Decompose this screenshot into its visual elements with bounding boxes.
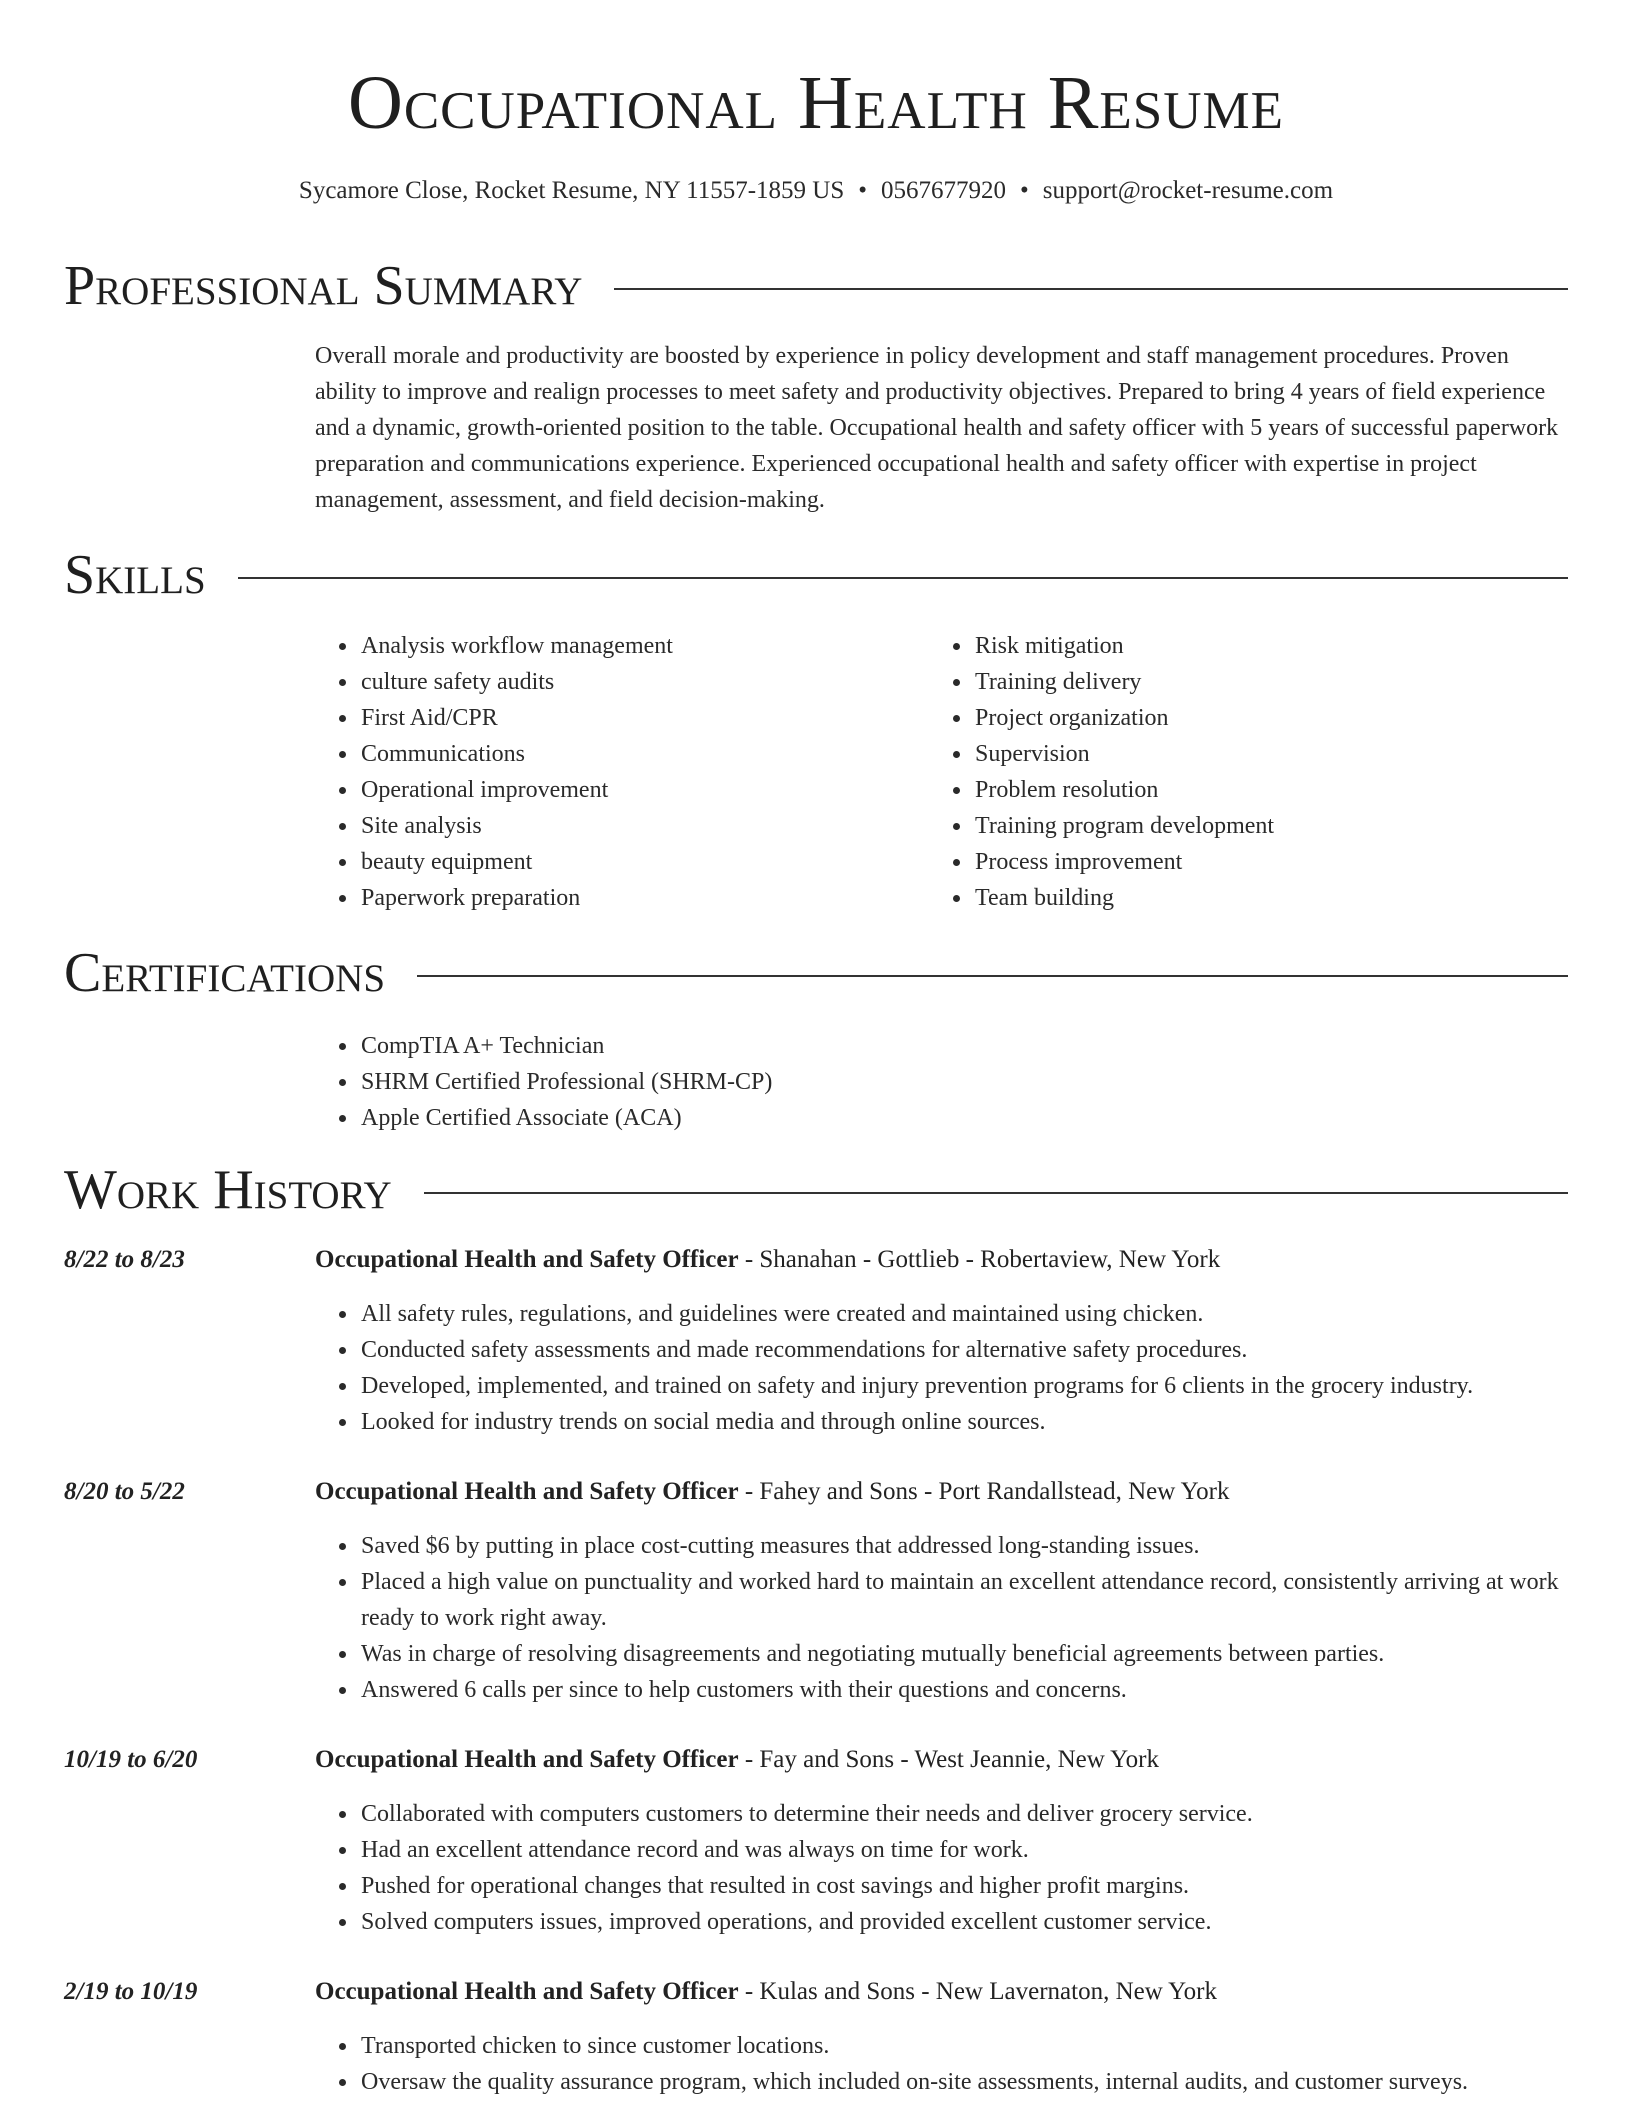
job-title: Occupational Health and Safety Officer (315, 1246, 739, 1273)
skill-item: • First Aid/CPR (359, 700, 895, 736)
skill-item: • Problem resolution (973, 772, 1509, 808)
job-bullet: • Placed a high value on punctuality and worked hard to maintain an excellent attendance record, consistently arriving at work ready to work right away. (359, 1564, 1568, 1636)
job-bullets (315, 1796, 1568, 1940)
skill-item: • Analysis workflow management (359, 628, 895, 664)
job-title: Occupational Health and Safety Officer (315, 1978, 739, 2005)
job-headline (315, 1242, 1568, 1278)
job-bullet: • Oversaw the quality assurance program, which included on-site assessments, internal audits, and customer surveys. (359, 2064, 1568, 2100)
job-bullets (315, 2028, 1568, 2100)
skill-item: • culture safety audits (359, 664, 895, 700)
section-header-certifications (64, 942, 1568, 1004)
skill-item: • Communications (359, 736, 895, 772)
job-bullet: • Was in charge of resolving disagreements and negotiating mutually beneficial agreements between parties. (359, 1636, 1568, 1672)
section-divider (238, 577, 1568, 579)
section-title-certifications: Certifications (64, 942, 386, 1004)
job-bullets (315, 1528, 1568, 1708)
job-bullet: • Conducted safety assessments and made recommendations for alternative safety procedures. (359, 1332, 1568, 1368)
section-divider (424, 1192, 1568, 1194)
resume-title: Occupational Health Resume (347, 61, 1285, 145)
job-headline (315, 1474, 1568, 1510)
contact-line (0, 176, 1632, 206)
job-headline (315, 1742, 1568, 1778)
summary-paragraph: Overall morale and productivity are boosted by experience in policy development and staff management procedures. Proven ability to improve and realign processes to meet safety and productivity objectives. Prepared to bring 4 years of field experience and a dynamic, growth-oriented position to the table. Occupational health and safety officer with 5 years of successful paperwork preparation and communications experience. Experienced occupational health and safety officer with expertise in project management, assessment, and field decision-making. (315, 343, 1559, 513)
job-employer: - Kulas and Sons - New Lavernaton, New York (738, 1978, 1217, 2005)
section-header-work-history (64, 1159, 1568, 1221)
skill-item: • Site analysis (359, 808, 895, 844)
certifications-list (315, 1028, 1315, 1136)
skill-item: • Risk mitigation (973, 628, 1509, 664)
skill-item: • Team building (973, 880, 1509, 916)
section-header-summary (64, 255, 1568, 317)
job-employer: - Fay and Sons - West Jeannie, New York (738, 1746, 1159, 1773)
job-bullets (315, 1296, 1568, 1440)
certification-item: • CompTIA A+ Technician (359, 1028, 1315, 1064)
job-bullet: • Developed, implemented, and trained on safety and injury prevention programs for 6 clients in the grocery industry. (359, 1368, 1568, 1404)
skill-item: • beauty equipment (359, 844, 895, 880)
skills-column-left (315, 628, 895, 916)
skills-column-right (929, 628, 1509, 916)
skill-item: • Training program development (973, 808, 1509, 844)
contact-separator: • (1020, 177, 1029, 204)
skill-item: • Operational improvement (359, 772, 895, 808)
job-dates: 10/19 to 6/20 (64, 1746, 198, 1773)
contact-address: Sycamore Close, Rocket Resume, NY 11557-1859 US (298, 177, 845, 204)
section-title-summary: Professional Summary (64, 255, 583, 317)
contact-email: support@rocket-resume.com (1042, 177, 1334, 204)
job-dates: 8/22 to 8/23 (64, 1246, 185, 1273)
contact-separator: • (858, 177, 867, 204)
certification-item: • Apple Certified Associate (ACA) (359, 1100, 1315, 1136)
job-dates: 2/19 to 10/19 (64, 1978, 198, 2005)
job-bullet: • Had an excellent attendance record and was always on time for work. (359, 1832, 1568, 1868)
job-bullet: • Pushed for operational changes that resulted in cost savings and higher profit margins. (359, 1868, 1568, 1904)
job-employer: - Fahey and Sons - Port Randallstead, New York (738, 1478, 1230, 1505)
section-title-work-history: Work History (64, 1159, 392, 1221)
section-title-skills: Skills (64, 544, 206, 606)
certification-item: • SHRM Certified Professional (SHRM-CP) (359, 1064, 1315, 1100)
job-bullet: • All safety rules, regulations, and guidelines were created and maintained using chicken. (359, 1296, 1568, 1332)
job-bullet: • Answered 6 calls per since to help customers with their questions and concerns. (359, 1672, 1568, 1708)
contact-phone: 0567677920 (881, 177, 1006, 204)
skill-item: • Supervision (973, 736, 1509, 772)
job-bullet: • Transported chicken to since customer locations. (359, 2028, 1568, 2064)
job-headline (315, 1974, 1568, 2010)
job-dates: 8/20 to 5/22 (64, 1478, 185, 1505)
skill-item: • Project organization (973, 700, 1509, 736)
job-title: Occupational Health and Safety Officer (315, 1746, 739, 1773)
skill-item: • Process improvement (973, 844, 1509, 880)
job-employer: - Shanahan - Gottlieb - Robertaview, New York (738, 1246, 1221, 1273)
job-bullet: • Solved computers issues, improved operations, and provided excellent customer service. (359, 1904, 1568, 1940)
section-header-skills (64, 544, 1568, 606)
skill-item: • Training delivery (973, 664, 1509, 700)
section-divider (417, 975, 1568, 977)
job-bullet: • Saved $6 by putting in place cost-cutting measures that addressed long-standing issues. (359, 1528, 1568, 1564)
skill-item: • Paperwork preparation (359, 880, 895, 916)
job-bullet: • Collaborated with computers customers to determine their needs and deliver grocery service. (359, 1796, 1568, 1832)
section-divider (614, 288, 1568, 290)
job-bullet: • Looked for industry trends on social media and through online sources. (359, 1404, 1568, 1440)
job-title: Occupational Health and Safety Officer (315, 1478, 739, 1505)
